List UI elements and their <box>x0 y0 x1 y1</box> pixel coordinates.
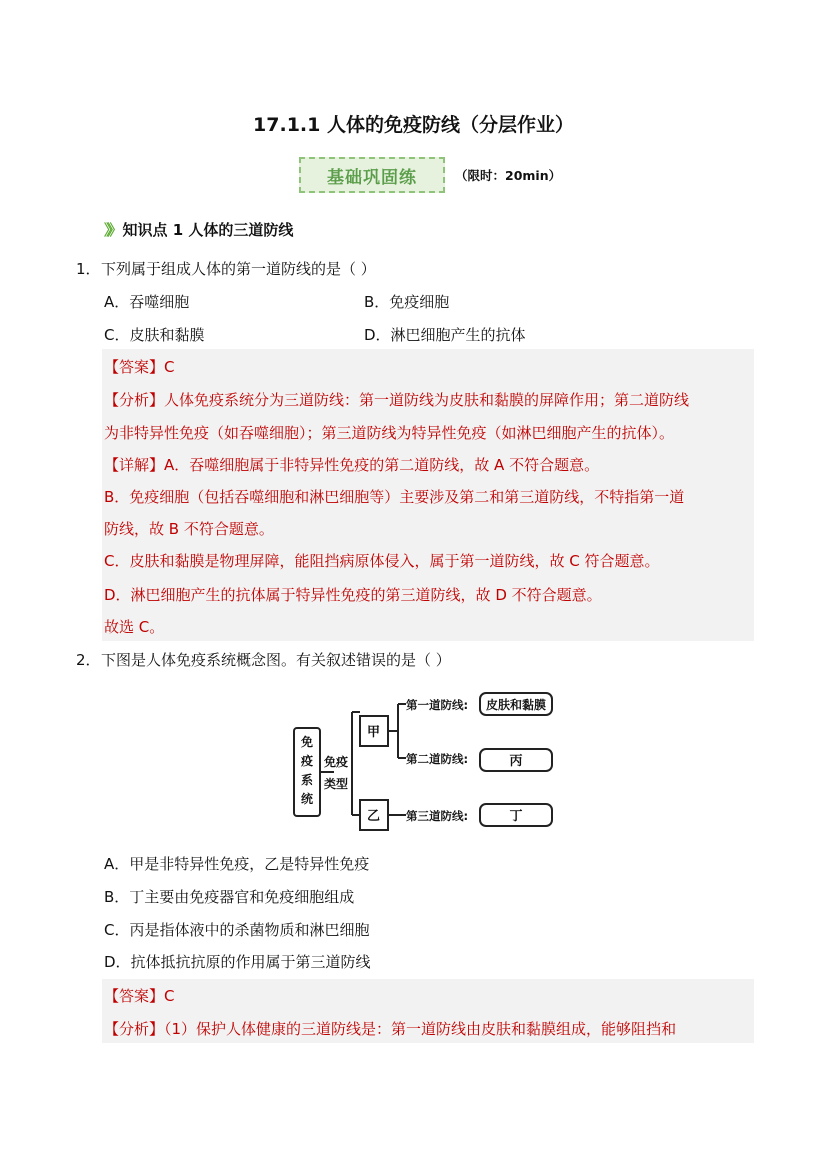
answer-label: 【答案】 <box>104 987 165 1005</box>
q1-option-b: B．免疫细胞 <box>364 293 450 311</box>
type-label-1: 免疫 <box>324 755 349 769</box>
system-char-2: 疫 <box>301 754 314 768</box>
section-heading <box>104 219 293 240</box>
line2-label: 第二道防线: <box>406 752 469 766</box>
q1-conclusion: 故选 C。 <box>104 618 165 636</box>
q1-option-d: D．淋巴细胞产生的抗体 <box>364 326 526 344</box>
q1-detail-c: C．皮肤和黏膜是物理屏障，能阻挡病原体侵入，属于第一道防线，故 C 符合题意。 <box>104 552 660 570</box>
jia-label: 甲 <box>367 725 381 740</box>
system-char-1: 免 <box>301 735 314 749</box>
q2-option-a: A．甲是非特异性免疫，乙是特异性免疫 <box>104 855 370 873</box>
q2-option-c: C．丙是指体液中的杀菌物质和淋巴细胞 <box>104 921 370 939</box>
detail-label: 【详解】 <box>104 456 165 474</box>
q2-stem: 下图是人体免疫系统概念图。有关叙述错误的是（ ） <box>101 651 451 669</box>
double-arrow-icon: 》》 <box>104 221 119 239</box>
level-badge: 基础巩固练 <box>299 157 445 193</box>
section-label: 知识点 1 人体的三道防线 <box>122 221 294 239</box>
box2-label: 丙 <box>509 754 523 769</box>
box1-label: 皮肤和黏膜 <box>485 698 547 712</box>
q2-number: 2． <box>76 651 101 669</box>
system-char-4: 统 <box>301 792 314 806</box>
line3-label: 第三道防线: <box>406 809 469 823</box>
type-label-2: 类型 <box>324 777 349 791</box>
box3-label: 丁 <box>509 809 523 824</box>
q1-analysis-line2: 为非特异性免疫（如吞噬细胞）；第三道防线为特异性免疫（如淋巴细胞产生的抗体）。 <box>104 424 675 442</box>
q2-answer <box>104 985 175 1006</box>
q2-option-d: D．抗体抵抗抗原的作用属于第三道防线 <box>104 953 371 971</box>
analysis-text: 人体免疫系统分为三道防线：第一道防线为皮肤和黏膜的屏障作用；第二道防线 <box>164 391 690 409</box>
system-char-3: 系 <box>301 773 314 787</box>
q1-detail-d: D．淋巴细胞产生的抗体属于特异性免疫的第三道防线，故 D 不符合题意。 <box>104 586 602 604</box>
q1-number: 1． <box>76 260 101 278</box>
q1-detail-a <box>104 454 599 475</box>
answer-value: C <box>164 987 175 1005</box>
q1-option-a: A．吞噬细胞 <box>104 293 190 311</box>
answer-label: 【答案】 <box>104 358 165 376</box>
q1-detail-b2: 防线，故 B 不符合题意。 <box>104 520 274 538</box>
q1-option-c: C．皮肤和黏膜 <box>104 326 205 344</box>
q1-analysis-line1 <box>104 389 689 410</box>
q2-analysis-line1 <box>104 1018 676 1039</box>
q2-option-b: B．丁主要由免疫器官和免疫细胞组成 <box>104 888 355 906</box>
q1-detail-b1: B．免疫细胞（包括吞噬细胞和淋巴细胞等）主要涉及第二和第三道防线，不特指第一道 <box>104 488 685 506</box>
q1-stem: 下列属于组成人体的第一道防线的是（ ） <box>101 260 376 278</box>
answer-value: C <box>164 358 175 376</box>
line1-label: 第一道防线: <box>406 698 469 712</box>
q1-answer <box>104 356 175 377</box>
analysis-label: 【分析】 <box>104 1020 165 1038</box>
analysis-text: （1）保护人体健康的三道防线是：第一道防线由皮肤和黏膜组成，能够阻挡和 <box>164 1020 677 1038</box>
detail-text: A．吞噬细胞属于非特异性免疫的第二道防线，故 A 不符合题意。 <box>164 456 600 474</box>
analysis-label: 【分析】 <box>104 391 165 409</box>
immune-system-concept-diagram <box>290 690 560 835</box>
yi-label: 乙 <box>367 809 381 824</box>
page-title: 17.1.1 人体的免疫防线（分层作业） <box>253 114 574 136</box>
time-limit-note: （限时：20min） <box>455 168 562 183</box>
